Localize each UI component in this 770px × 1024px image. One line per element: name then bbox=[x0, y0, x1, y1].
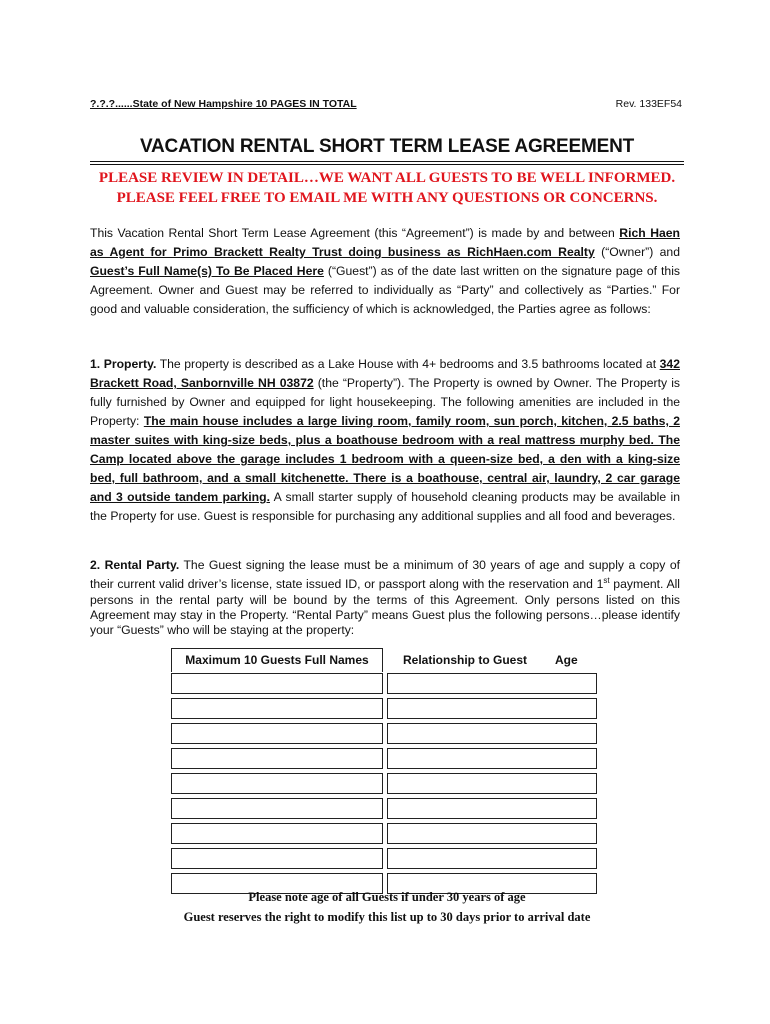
guest-name-field[interactable] bbox=[171, 773, 383, 794]
property-address: 342 Brackett Road, Sanbornville NH 03872 bbox=[90, 357, 680, 390]
rental-party-text-1: The Guest signing the lease must be a minimum of 30 years of age and supply a copy of their current valid driver’s license, state issued ID, or passport along with the reservation and 1 bbox=[90, 558, 681, 592]
guest-name-field[interactable] bbox=[171, 848, 383, 869]
property-text-3: A small starter supply of household cleaning products may be available in the Property for use. Guest is responsible for purchasing any additional supplies and all food and beverages. bbox=[90, 490, 680, 523]
property-text-1: The property is described as a Lake House with 4+ bedrooms and 3.5 bathrooms located at bbox=[156, 357, 660, 371]
guest-row bbox=[171, 722, 597, 747]
title-rule-bottom bbox=[90, 164, 684, 165]
rental-party-text-2: payment. All persons in the rental party will be bound by the terms of this Agreement. Only persons listed on this Agreement may stay in the Property. “Rental Party” means Guest plus the following persons…please identify your “Guests” who will be staying at the property: bbox=[90, 577, 680, 638]
guest-relationship-age-field[interactable] bbox=[387, 723, 597, 744]
owner-name: Rich Haen as Agent for Primo Brackett Realty Trust doing business as RichHaen.com Realty bbox=[90, 226, 680, 259]
guest-name-field[interactable] bbox=[171, 748, 383, 769]
guest-name-field[interactable] bbox=[171, 698, 383, 719]
guest-relationship-age-field[interactable] bbox=[387, 823, 597, 844]
guest-row bbox=[171, 697, 597, 722]
guest-row bbox=[171, 847, 597, 872]
guest-list-table bbox=[171, 648, 597, 897]
ordinal-suffix: st bbox=[603, 576, 610, 586]
guest-row bbox=[171, 772, 597, 797]
review-notice-line1: PLEASE REVIEW IN DETAIL…WE WANT ALL GUESTS TO BE WELL INFORMED. bbox=[98, 170, 676, 186]
property-amenities: The main house includes a large living room, family room, sun porch, kitchen, 2.5 baths, 2 master suites with king-size beds, plus a boathouse bedroom with a real mattress murphy bed. The Camp located above the garage includes 1 bedroom with a queen-size bed, a den with a king-size bed, full bathroom, and a small kitchenette. There is a boathouse, central air, laundry, 2 car garage and 3 outside tandem parking. bbox=[90, 414, 680, 504]
intro-text-3: (“Guest”) as of the date last written on the signature page of this Agreement. Owner and Guest may be referred to individually as “Party” and collectively as “Parties.” For good and valuable consideration, the sufficiency of which is acknowledged, the Parties agree as follows: bbox=[90, 264, 680, 316]
guest-name-field[interactable] bbox=[171, 723, 383, 744]
guest-relationship-age-field[interactable] bbox=[387, 748, 597, 769]
property-section bbox=[90, 355, 680, 526]
guest-row bbox=[171, 747, 597, 772]
intro-text-1: This Vacation Rental Short Term Lease Agreement (this “Agreement”) is made by and between bbox=[90, 226, 620, 240]
guest-name-placeholder: Guest’s Full Name(s) To Be Placed Here bbox=[90, 264, 324, 278]
guest-name-header: Maximum 10 Guests Full Names bbox=[171, 648, 383, 672]
header-revision: Rev. 133EF54 bbox=[615, 98, 682, 110]
guest-row bbox=[171, 672, 597, 697]
guest-row bbox=[171, 822, 597, 847]
age-header: Age bbox=[555, 653, 578, 667]
title-rule-top bbox=[90, 161, 684, 162]
footer-note-age: Please note age of all Guests if under 30 years of age bbox=[248, 890, 526, 904]
guest-relationship-age-field[interactable] bbox=[387, 848, 597, 869]
footer-note-modify: Guest reserves the right to modify this list up to 30 days prior to arrival date bbox=[183, 910, 591, 924]
rental-party-heading: 2. Rental Party. bbox=[90, 558, 180, 572]
guest-name-field[interactable] bbox=[171, 798, 383, 819]
guest-relationship-age-field[interactable] bbox=[387, 673, 597, 694]
property-text-2: (the “Property”). The Property is owned by Owner. The Property is fully furnished by Owner and equipped for light housekeeping. The following amenities are included in the Property: bbox=[90, 376, 680, 428]
property-heading: 1. Property. bbox=[90, 357, 157, 371]
review-notice bbox=[90, 168, 684, 208]
guest-name-field[interactable] bbox=[171, 673, 383, 694]
intro-paragraph bbox=[90, 224, 680, 319]
relationship-age-header-wrap bbox=[387, 648, 597, 672]
intro-text-2: (“Owner”) and bbox=[594, 245, 680, 259]
relationship-header: Relationship to Guest bbox=[403, 653, 528, 667]
page-title: VACATION RENTAL SHORT TERM LEASE AGREEMENT bbox=[139, 136, 635, 157]
guest-table-header bbox=[171, 648, 597, 672]
guest-relationship-age-field[interactable] bbox=[387, 698, 597, 719]
guest-name-header-cell bbox=[171, 648, 387, 672]
rental-party-section bbox=[90, 558, 680, 639]
header-document-info: ?.?.?......State of New Hampshire 10 PAGES IN TOTAL bbox=[90, 98, 357, 110]
guest-row bbox=[171, 797, 597, 822]
guest-name-field[interactable] bbox=[171, 823, 383, 844]
relationship-age-header bbox=[387, 648, 597, 672]
guest-relationship-age-field[interactable] bbox=[387, 798, 597, 819]
review-notice-line2: PLEASE FEEL FREE TO EMAIL ME WITH ANY QUESTIONS OR CONCERNS. bbox=[116, 190, 658, 206]
guest-relationship-age-field[interactable] bbox=[387, 773, 597, 794]
